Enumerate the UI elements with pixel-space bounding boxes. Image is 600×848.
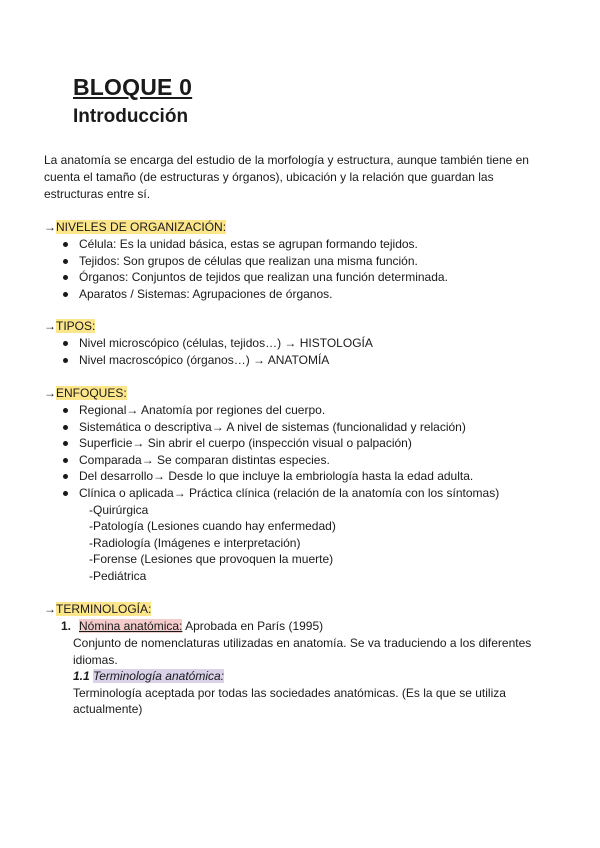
bullet-icon bbox=[63, 358, 68, 363]
list-item: Regional→ Anatomía por regiones del cuerpo. bbox=[44, 402, 564, 419]
list-item: Célula: Es la unidad básica, estas se agrupan formando tejidos. bbox=[44, 236, 564, 253]
list-item: Órganos: Conjuntos de tejidos que realizan una función determinada. bbox=[44, 269, 564, 286]
section-heading bbox=[44, 601, 564, 618]
arrow-icon: → bbox=[44, 602, 56, 616]
section-heading bbox=[44, 219, 564, 236]
heading-text: ENFOQUES: bbox=[56, 386, 127, 400]
heading-text: TERMINOLOGÍA: bbox=[56, 602, 152, 616]
intro-paragraph: La anatomía se encarga del estudio de la morfología y estructura, aunque también tiene en cuenta el tamaño (de estructuras y órganos), ubicación y la relación que guardan las estructuras entre sí. bbox=[44, 153, 529, 201]
sub-list bbox=[44, 502, 564, 585]
bullet-icon bbox=[63, 408, 68, 413]
heading-text: NIVELES DE ORGANIZACIÓN: bbox=[56, 220, 227, 234]
bullet-icon bbox=[63, 275, 68, 280]
sub-item-description: Terminología aceptada por todas las sociedades anatómicas. (Es la que se utiliza actualmente) bbox=[73, 685, 506, 717]
page-subtitle: Introducción bbox=[73, 106, 189, 127]
bullet-icon bbox=[63, 441, 68, 446]
bullet-list bbox=[44, 402, 564, 502]
item-term: Nómina anatómica: bbox=[79, 619, 183, 633]
item-rest: Aprobada en París (1995) bbox=[182, 619, 324, 633]
numbered-item bbox=[44, 618, 564, 635]
arrow-icon: → bbox=[44, 220, 56, 234]
list-item: Clínica o aplicada→ Práctica clínica (relación de la anatomía con los síntomas) bbox=[44, 485, 564, 502]
bullet-icon bbox=[63, 259, 68, 264]
bullet-icon bbox=[63, 341, 68, 346]
list-item: Superficie→ Sin abrir el cuerpo (inspección visual o palpación) bbox=[44, 435, 564, 452]
bullet-icon bbox=[63, 425, 68, 430]
sub-list-item: -Patología (Lesiones cuando hay enfermedad) bbox=[89, 519, 336, 534]
section-heading bbox=[44, 385, 564, 402]
page-title: BLOQUE 0 bbox=[73, 74, 193, 100]
bullet-list bbox=[44, 236, 564, 302]
section-terminologia bbox=[44, 601, 564, 718]
item-number: 1. bbox=[61, 619, 72, 633]
list-item: Aparatos / Sistemas: Agrupaciones de órganos. bbox=[44, 286, 564, 303]
list-item: Nivel macroscópico (órganos…) → ANATOMÍA bbox=[44, 352, 564, 369]
sub-list-item: -Forense (Lesiones que provoquen la muerte) bbox=[89, 552, 334, 567]
list-item: Tejidos: Son grupos de células que realizan una misma función. bbox=[44, 253, 564, 270]
bullet-icon bbox=[63, 474, 68, 479]
bullet-icon bbox=[63, 292, 68, 297]
bullet-icon bbox=[63, 458, 68, 463]
heading-text: TIPOS: bbox=[56, 319, 96, 333]
sub-item-heading bbox=[44, 668, 564, 685]
sub-item-number: 1.1 bbox=[73, 669, 90, 684]
bullet-icon bbox=[63, 242, 68, 247]
list-item: Nivel microscópico (células, tejidos…) → HISTOLOGÍA bbox=[44, 335, 564, 352]
arrow-icon: → bbox=[44, 319, 56, 333]
bullet-list bbox=[44, 335, 564, 368]
section-heading bbox=[44, 318, 564, 335]
list-item: Comparada→ Se comparan distintas especies. bbox=[44, 452, 564, 469]
item-description: Conjunto de nomenclaturas utilizadas en anatomía. Se va traduciendo a los diferentes idiomas. bbox=[73, 636, 532, 667]
bullet-icon bbox=[63, 491, 68, 496]
sub-item-term: Terminología anatómica: bbox=[93, 669, 224, 684]
sub-list-item: -Quirúrgica bbox=[89, 502, 149, 517]
section-niveles bbox=[44, 219, 564, 302]
section-enfoques bbox=[44, 385, 564, 585]
arrow-icon: → bbox=[44, 386, 56, 400]
section-tipos bbox=[44, 318, 564, 368]
list-item: Del desarrollo→ Desde lo que incluye la embriología hasta la edad adulta. bbox=[44, 468, 564, 485]
sub-list-item: -Radiología (Imágenes e interpretación) bbox=[89, 535, 301, 550]
sub-list-item: -Pediátrica bbox=[89, 568, 147, 583]
list-item: Sistemática o descriptiva→ A nivel de sistemas (funcionalidad y relación) bbox=[44, 419, 564, 436]
